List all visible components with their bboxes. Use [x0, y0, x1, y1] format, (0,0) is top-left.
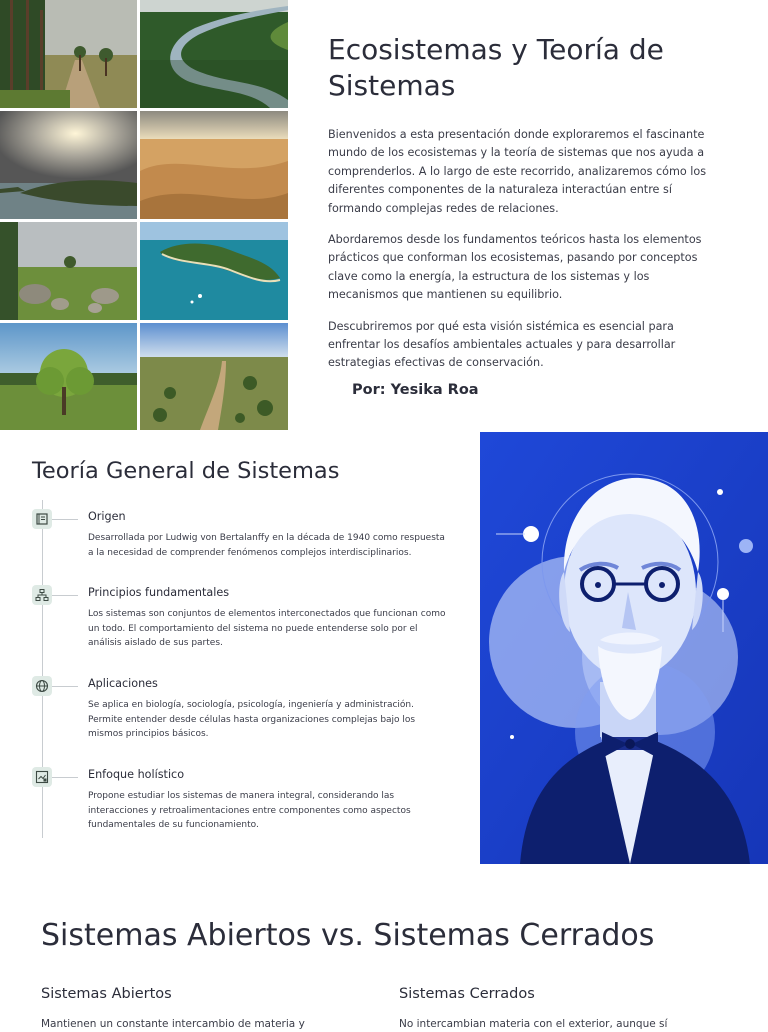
- intro-section: [0, 0, 768, 430]
- open-systems-text: Mantienen un constante intercambio de materia y: [41, 1018, 305, 1030]
- timeline-item-title: Enfoque holístico: [88, 768, 185, 781]
- timeline-item-text: Desarrollada por Ludwig von Bertalanffy en la década de 1940 como respuesta a la necesidad de comprender fenómenos complejos interdisciplinarios.: [88, 533, 445, 558]
- intro-paragraph-1: Bienvenidos a esta presentación donde exploraremos el fascinante mundo de los ecosistemas y la teoría de sistemas que nos ayuda a comprenderlos. A lo largo de este recorrido, analizaremos cómo los diferentes componentes de la naturaleza interactúan entre sí formando complejas redes de relaciones.: [328, 128, 707, 215]
- timeline-connector: [52, 777, 78, 778]
- book-icon: [32, 509, 52, 529]
- holistic-icon: [32, 767, 52, 787]
- meadow-rocks-photo: [0, 222, 137, 320]
- timeline-item-title: Principios fundamentales: [88, 586, 230, 599]
- timeline-line: [42, 500, 43, 838]
- forest-path-photo: [0, 0, 137, 108]
- timeline-connector: [52, 686, 78, 687]
- intro-paragraph-2: Abordaremos desde los fundamentos teóricos hasta los elementos prácticos que conforman los ecosistemas, pasando por conceptos clave como la energía, la estructura de los sistemas y los mecanismos que mantienen su equilibrio.: [328, 233, 702, 302]
- network-icon: [32, 585, 52, 605]
- general-theory-title: Teoría General de Sistemas: [32, 458, 340, 484]
- timeline-item-text: Los sistemas son conjuntos de elementos interconectados que funcionan como un todo. El comportamiento del sistema no puede entenderse solo por el análisis aislado de sus partes.: [88, 609, 446, 649]
- island-photo: [140, 222, 288, 320]
- timeline-item-title: Origen: [88, 510, 126, 523]
- river-photo: [140, 0, 288, 108]
- intro-paragraph-3: Descubriremos por qué esta visión sistémica es esencial para enfrentar los desafíos ambientales actuales y para desarrollar estrategias efectivas de conservación.: [328, 319, 676, 370]
- intro-text: [328, 32, 718, 373]
- closed-systems-text: No intercambian materia con el exterior, aunque sí: [399, 1018, 668, 1030]
- closed-systems-title: Sistemas Cerrados: [399, 986, 535, 1002]
- desert-dunes-photo: [140, 111, 288, 219]
- timeline-connector: [52, 595, 78, 596]
- timeline-connector: [52, 519, 78, 520]
- author-label: Por: Yesika Roa: [352, 382, 479, 398]
- timeline-item-text: Propone estudiar los sistemas de manera integral, considerando las interacciones y retroalimentaciones entre componentes como aspectos fundamentales de su funcionamiento.: [88, 791, 411, 831]
- photo-mosaic: [0, 0, 288, 430]
- sunset-coast-photo: [0, 111, 137, 219]
- bertalanffy-portrait-illustration: [480, 432, 768, 864]
- page-title: Ecosistemas y Teoría de Sistemas: [328, 33, 664, 102]
- open-systems-title: Sistemas Abiertos: [41, 986, 172, 1002]
- timeline-item-title: Aplicaciones: [88, 677, 158, 690]
- timeline-item-text: Se aplica en biología, sociología, psicología, ingeniería y administración. Permite entender desde células hasta organizaciones complejas bajo los mismos principios básicos.: [88, 700, 416, 740]
- tree-photo: [0, 323, 137, 430]
- grassland-photo: [140, 323, 288, 430]
- globe-icon: [32, 676, 52, 696]
- comparison-title: Sistemas Abiertos vs. Sistemas Cerrados: [41, 918, 655, 953]
